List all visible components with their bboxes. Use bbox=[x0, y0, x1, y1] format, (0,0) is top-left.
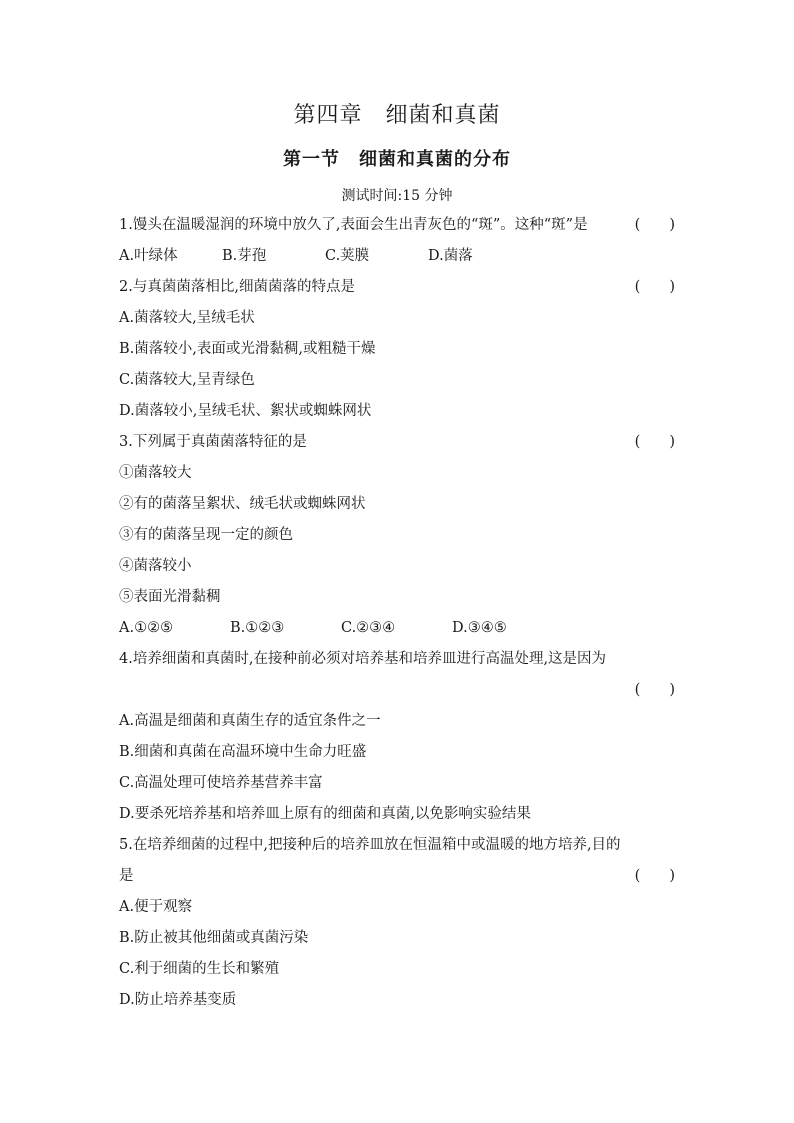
option-c: C.菌落较大,呈青绿色 bbox=[119, 372, 255, 388]
option-d: D.要杀死培养基和培养皿上原有的细菌和真菌,以免影响实验结果 bbox=[119, 806, 531, 822]
question-4-bracket-line bbox=[119, 675, 675, 706]
test-time: 测试时间:15 分钟 bbox=[341, 188, 453, 204]
option-b: B.菌落较小,表面或光滑黏稠,或粗糙干燥 bbox=[119, 341, 376, 357]
answer-bracket: ( ) bbox=[634, 682, 675, 698]
question-1-options bbox=[119, 241, 675, 272]
option-c: C.高温处理可使培养基营养丰富 bbox=[119, 775, 323, 791]
question-stem-text: 3.下列属于真菌菌落特征的是 bbox=[119, 434, 307, 450]
question-2-stem bbox=[119, 272, 675, 303]
statement-item: ⑤表面光滑黏稠 bbox=[119, 589, 221, 605]
section-title: 第一节 细菌和真菌的分布 bbox=[283, 149, 511, 170]
option-c: C.荚膜 bbox=[325, 248, 370, 264]
option-c: C.②③④ bbox=[341, 620, 396, 636]
statement-item: ①菌落较大 bbox=[119, 465, 192, 481]
statement-item: ②有的菌落呈絮状、绒毛状或蜘蛛网状 bbox=[119, 496, 366, 512]
option-a: A.叶绿体 bbox=[119, 248, 178, 264]
question-5-stem-cont bbox=[119, 861, 675, 892]
question-5-stem bbox=[119, 830, 675, 861]
option-d: D.菌落较小,呈绒毛状、絮状或蜘蛛网状 bbox=[119, 403, 372, 419]
answer-bracket: ( ) bbox=[634, 434, 675, 450]
option-b: B.芽孢 bbox=[222, 248, 267, 264]
option-b: B.防止被其他细菌或真菌污染 bbox=[119, 930, 309, 946]
question-stem-text: 1.馒头在温暖湿润的环境中放久了,表面会生出青灰色的“斑”。这种“斑”是 bbox=[119, 217, 588, 233]
option-d: D.防止培养基变质 bbox=[119, 992, 237, 1008]
option-a: A.菌落较大,呈绒毛状 bbox=[119, 310, 255, 326]
answer-bracket: ( ) bbox=[634, 279, 675, 295]
question-3-stem bbox=[119, 427, 675, 458]
question-stem-text: 2.与真菌菌落相比,细菌菌落的特点是 bbox=[119, 279, 355, 295]
statement-item: ③有的菌落呈现一定的颜色 bbox=[119, 527, 293, 543]
question-1-stem bbox=[119, 210, 675, 241]
question-stem-text: 4.培养细菌和真菌时,在接种前必须对培养基和培养皿进行高温处理,这是因为 bbox=[119, 651, 607, 667]
option-d: D.菌落 bbox=[428, 248, 473, 264]
statement-item: ④菌落较小 bbox=[119, 558, 192, 574]
answer-bracket: ( ) bbox=[634, 868, 675, 884]
option-b: B.细菌和真菌在高温环境中生命力旺盛 bbox=[119, 744, 367, 760]
option-a: A.①②⑤ bbox=[119, 620, 174, 636]
question-list bbox=[119, 210, 675, 1016]
option-d: D.③④⑤ bbox=[452, 620, 507, 636]
option-b: B.①②③ bbox=[230, 620, 285, 636]
option-a: A.便于观察 bbox=[119, 899, 193, 915]
question-3-options bbox=[119, 613, 675, 644]
option-a: A.高温是细菌和真菌生存的适宜条件之一 bbox=[119, 713, 381, 729]
question-stem-text: 5.在培养细菌的过程中,把接种后的培养皿放在恒温箱中或温暖的地方培养,目的 bbox=[119, 837, 621, 853]
answer-bracket: ( ) bbox=[634, 217, 675, 233]
chapter-title: 第四章 细菌和真菌 bbox=[293, 103, 501, 128]
option-c: C.利于细菌的生长和繁殖 bbox=[119, 961, 280, 977]
question-stem-text: 是 bbox=[119, 868, 134, 884]
question-4-stem bbox=[119, 644, 675, 675]
